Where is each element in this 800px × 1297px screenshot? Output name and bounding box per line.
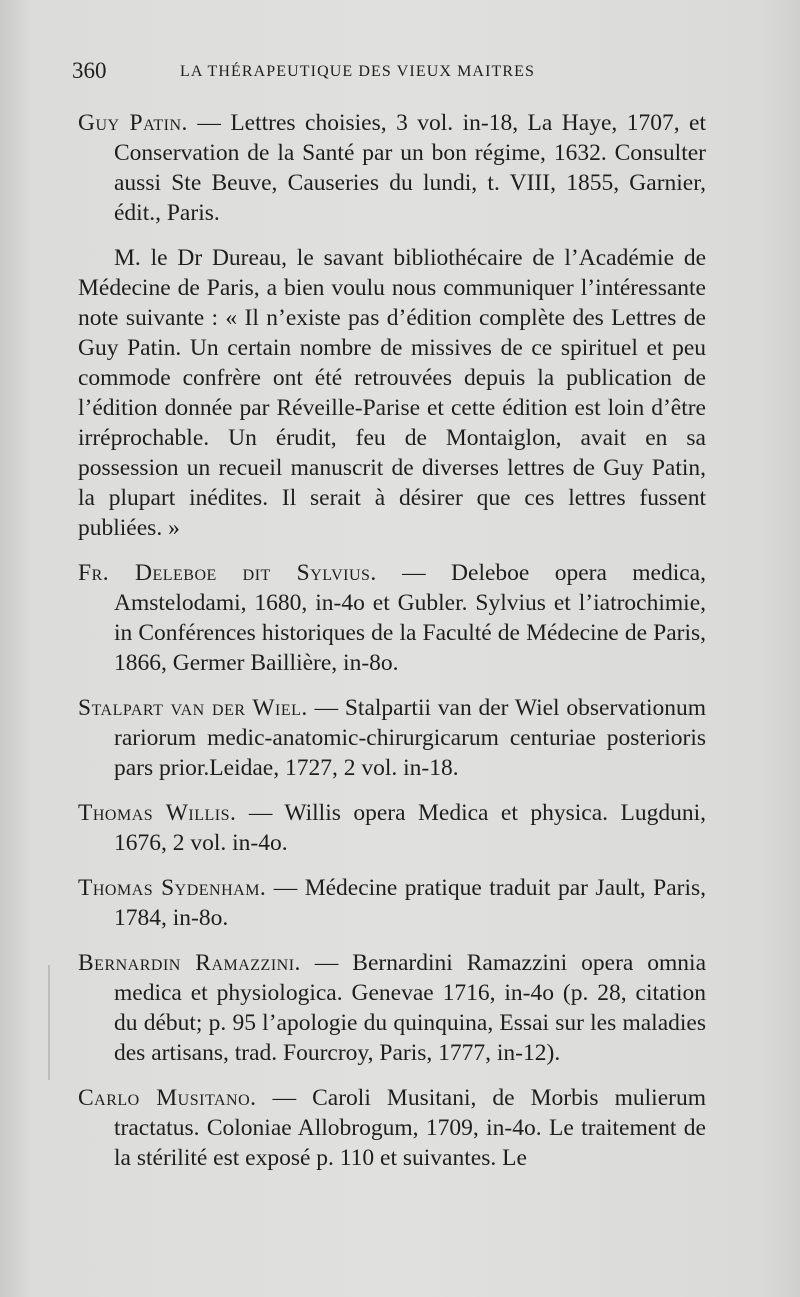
entry-text: — Bernardini Ramazzini opera omnia medica et physiologica. Genevae 1716, in-4o (p. 28, citation du début; p. 95 l’apologie du quinquina, Essai sur les maladies des artisans, trad. Fourcroy, Paris, 1777, in-12). <box>114 950 706 1066</box>
entry-text: — Caroli Musitani, de Morbis mulierum tractatus. Coloniae Allobrogum, 1709, in-4o. Le traitement de la stérilité est exposé p. 110 et suivantes. Le <box>114 1085 706 1171</box>
page-header <box>72 58 712 90</box>
bibliography-entry <box>78 558 706 678</box>
note-paragraph <box>78 243 706 543</box>
margin-pencil-mark <box>48 965 50 1080</box>
entry-author: Bernardin Ramazzini. <box>78 950 301 976</box>
entry-text: M. le Dr Dureau, le savant bibliothécaire de l’Académie de Médecine de Paris, a bien voulu nous communiquer l’intéressante note suivante : « Il n’existe pas d’édition complète des Lettres de Guy Patin. Un certain nombre de missives de ce spirituel et peu commode confrère ont été retrouvées depuis la publication de l’édition donnée par Réveille-Parise et cette édition est loin d’être irréprochable. Un érudit, feu de Montaiglon, avait en sa possession un recueil manuscrit de diverses lettres de Guy Patin, la plupart inédites. Il serait à désirer que ces lettres fussent publiées. » <box>78 245 706 541</box>
entry-text: — Stalpartii van der Wiel observationum rariorum medic-anatomic-chirurgicarum centuriae posterioris pars prior.Leidae, 1727, 2 vol. in-18. <box>114 695 707 781</box>
bibliography-entry <box>78 873 706 933</box>
entry-author: Thomas Willis. <box>78 800 237 826</box>
bibliography-entry <box>78 798 706 858</box>
entry-author: Fr. Deleboe dit Sylvius. <box>78 560 377 586</box>
entry-text: — Médecine pratique traduit par Jault, Paris, 1784, in-8o. <box>114 875 706 931</box>
entry-author: Thomas Sydenham. <box>78 875 267 901</box>
bibliography-entry <box>78 948 706 1068</box>
bibliography-entry <box>78 1083 706 1173</box>
running-title: LA THÉRAPEUTIQUE DES VIEUX MAITRES <box>180 63 536 80</box>
entry-text: — Willis opera Medica et physica. Lugduni, 1676, 2 vol. in-4o. <box>114 800 706 856</box>
entry-author: Carlo Musitano. <box>78 1085 257 1111</box>
page-body <box>78 108 706 1188</box>
entry-text: — Deleboe opera medica, Amstelodami, 1680, in-4o et Gubler. Sylvius et l’iatrochimie, in Conférences historiques de la Faculté de Médecine de Paris, 1866, Germer Baillière, in-8o. <box>114 560 706 676</box>
bibliography-entry <box>78 108 706 228</box>
page-number: 360 <box>72 58 107 83</box>
entry-text: — Lettres choisies, 3 vol. in-18, La Haye, 1707, et Conservation de la Santé par un bon régime, 1632. Consulter aussi Ste Beuve, Causeries du lundi, t. VIII, 1855, Garnier, édit., Paris. <box>114 110 706 226</box>
entry-author: Guy Patin. <box>78 110 188 136</box>
bibliography-entry <box>78 693 706 783</box>
entry-author: Stalpart van der Wiel. <box>78 695 308 721</box>
